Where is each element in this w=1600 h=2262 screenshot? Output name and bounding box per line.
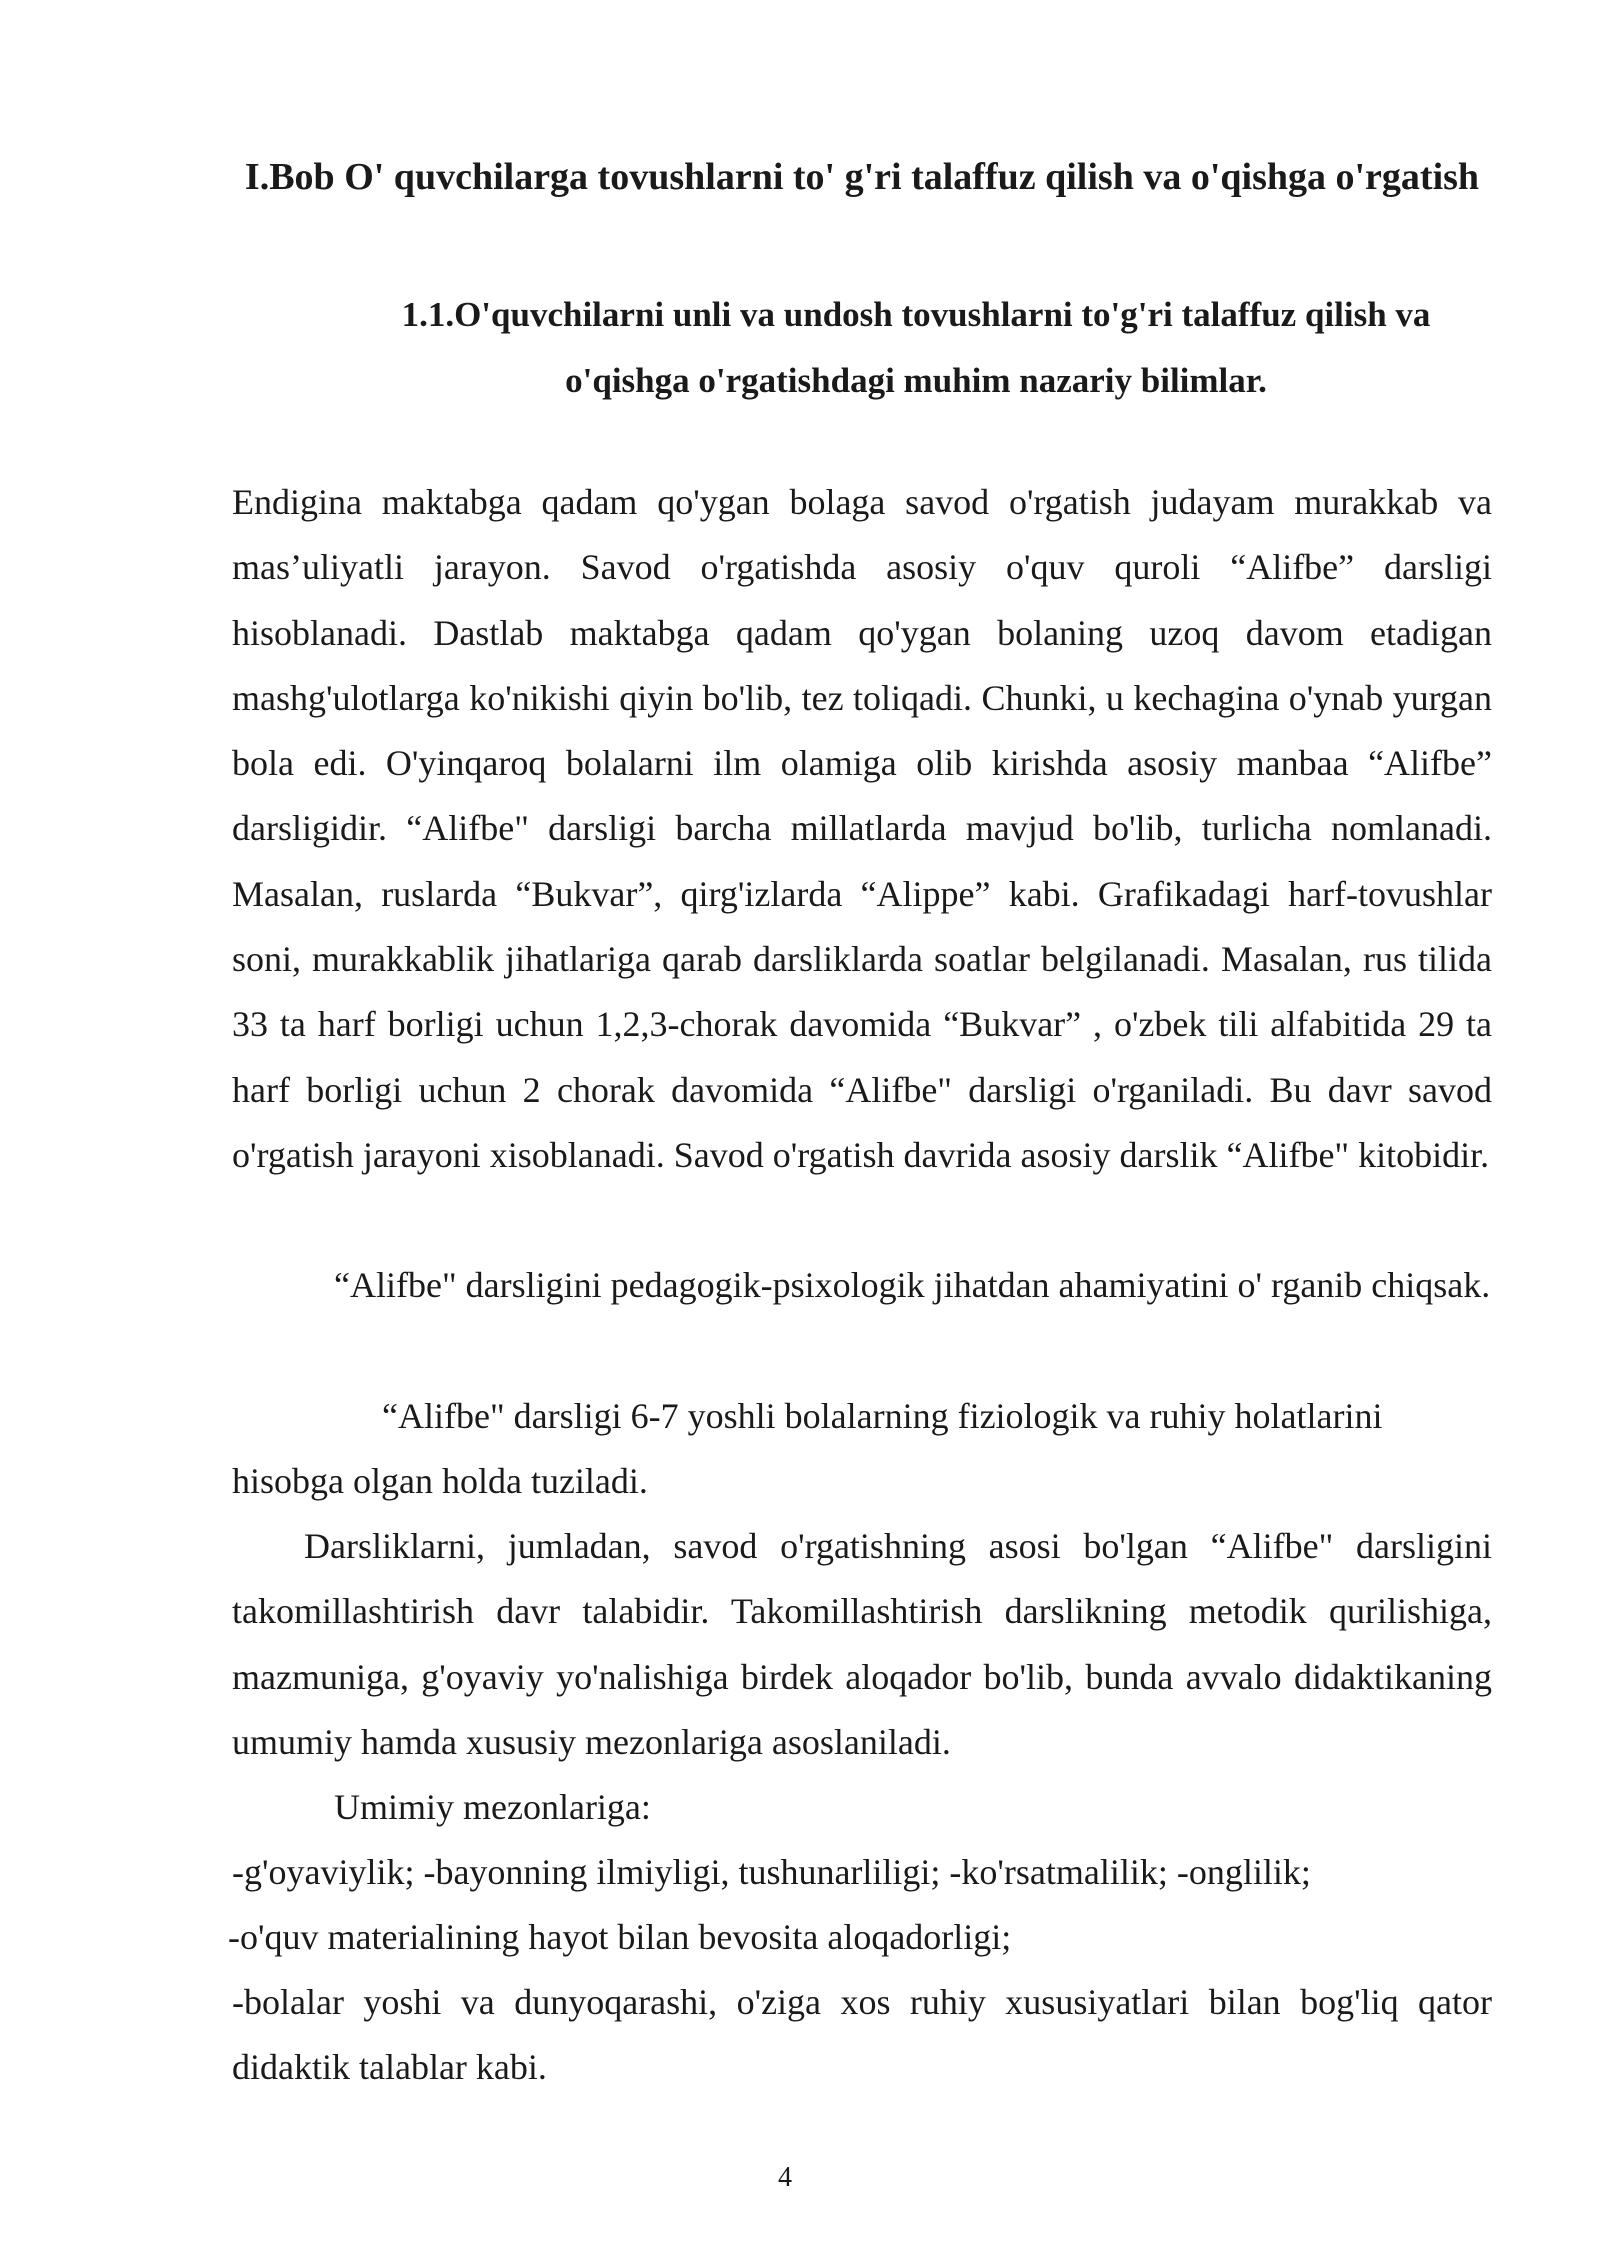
paragraph-improvement: Darsliklarni, jumladan, savod o'rgatishning asosi bo'lgan “Alifbe" darsligini takomillashtirish davr talabidir. Takomillashtirish darslikning metodik qurilishiga, mazmuniga, g'oyaviy yo'nalishiga birdek aloqador bo'lib, bunda avvalo didaktikaning umumiy hamda xususiy mezonlariga asoslaniladi. — [232, 1526, 1492, 1762]
chapter-title: I.Bob O' quvchilarga tovushlarni to' g'ri talaffuz qilish va o'qishga o'rgatish — [244, 156, 1480, 198]
paragraph-pedagogical: “Alifbe" darsligini pedagogik-psixologik jihatdan ahamiyatini o' rganib chiqsak. — [334, 1265, 1491, 1305]
page-number: 4 — [778, 2162, 792, 2193]
paragraph-criteria-heading: Umimiy mezonlariga: — [334, 1787, 651, 1827]
paragraph-age: “Alifbe" darsligi 6-7 yoshli bolalarning fiziologik va ruhiy holatlarini hisobga olgan holda tuziladi. — [232, 1396, 1383, 1502]
paragraph-intro: Endigina maktabga qadam qo'ygan bolaga savod o'rgatish judayam murakkab va mas’uliyatli jarayon. Savod o'rgatishda asosiy o'quv quroli “Alifbe” darsligi hisoblanadi. Dastlab maktabga qadam qo'ygan bolaning uzoq davom etadigan mashg'ulotlarga ko'nikishi qiyin bo'lib, tez toliqadi. Chunki, u kechagina o'ynab yurgan bola edi. O'yinqaroq bolalarni ilm olamiga olib kirishda asosiy manbaa “Alifbe” darsligidir. “Alifbe" darsligi barcha millatlarda mavjud bo'lib, turlicha nomlanadi. Masalan, ruslarda “Bukvar”, qirg'izlarda “Alippe” kabi. Grafikadagi harf-tovushlar soni, murakkablik jihatlariga qarab darsliklarda soatlar belgilanadi. Masalan, rus tilida 33 ta harf borligi uchun 1,2,3-chorak davomida “Bukvar” , o'zbek tili alfabitida 29 ta harf borligi uchun 2 chorak davomida “Alifbe" darsligi o'rganiladi. Bu davr savod o'rgatish jarayoni xisoblanadi. Savod o'rgatish davrida asosiy darslik “Alifbe" kitobidir. — [232, 482, 1492, 1175]
list-item-criteria-2: -o'quv materialining hayot bilan bevosita aloqadorligi; — [228, 1917, 1012, 1957]
section-title: 1.1.O'quvchilarni unli va undosh tovushlarni to'g'ri talaffuz qilish va o'qishga o'rgatishdagi muhim nazariy bilimlar. — [401, 295, 1431, 400]
list-item-criteria-1: -g'oyaviylik; -bayonning ilmiyligi, tushunarliligi; -ko'rsatmalilik; -onglilik; — [232, 1852, 1311, 1892]
list-item-criteria-3: -bolalar yoshi va dunyoqarashi, o'ziga xos ruhiy xususiyatlari bilan bog'liq qator didaktik talablar kabi. — [232, 1982, 1492, 2088]
